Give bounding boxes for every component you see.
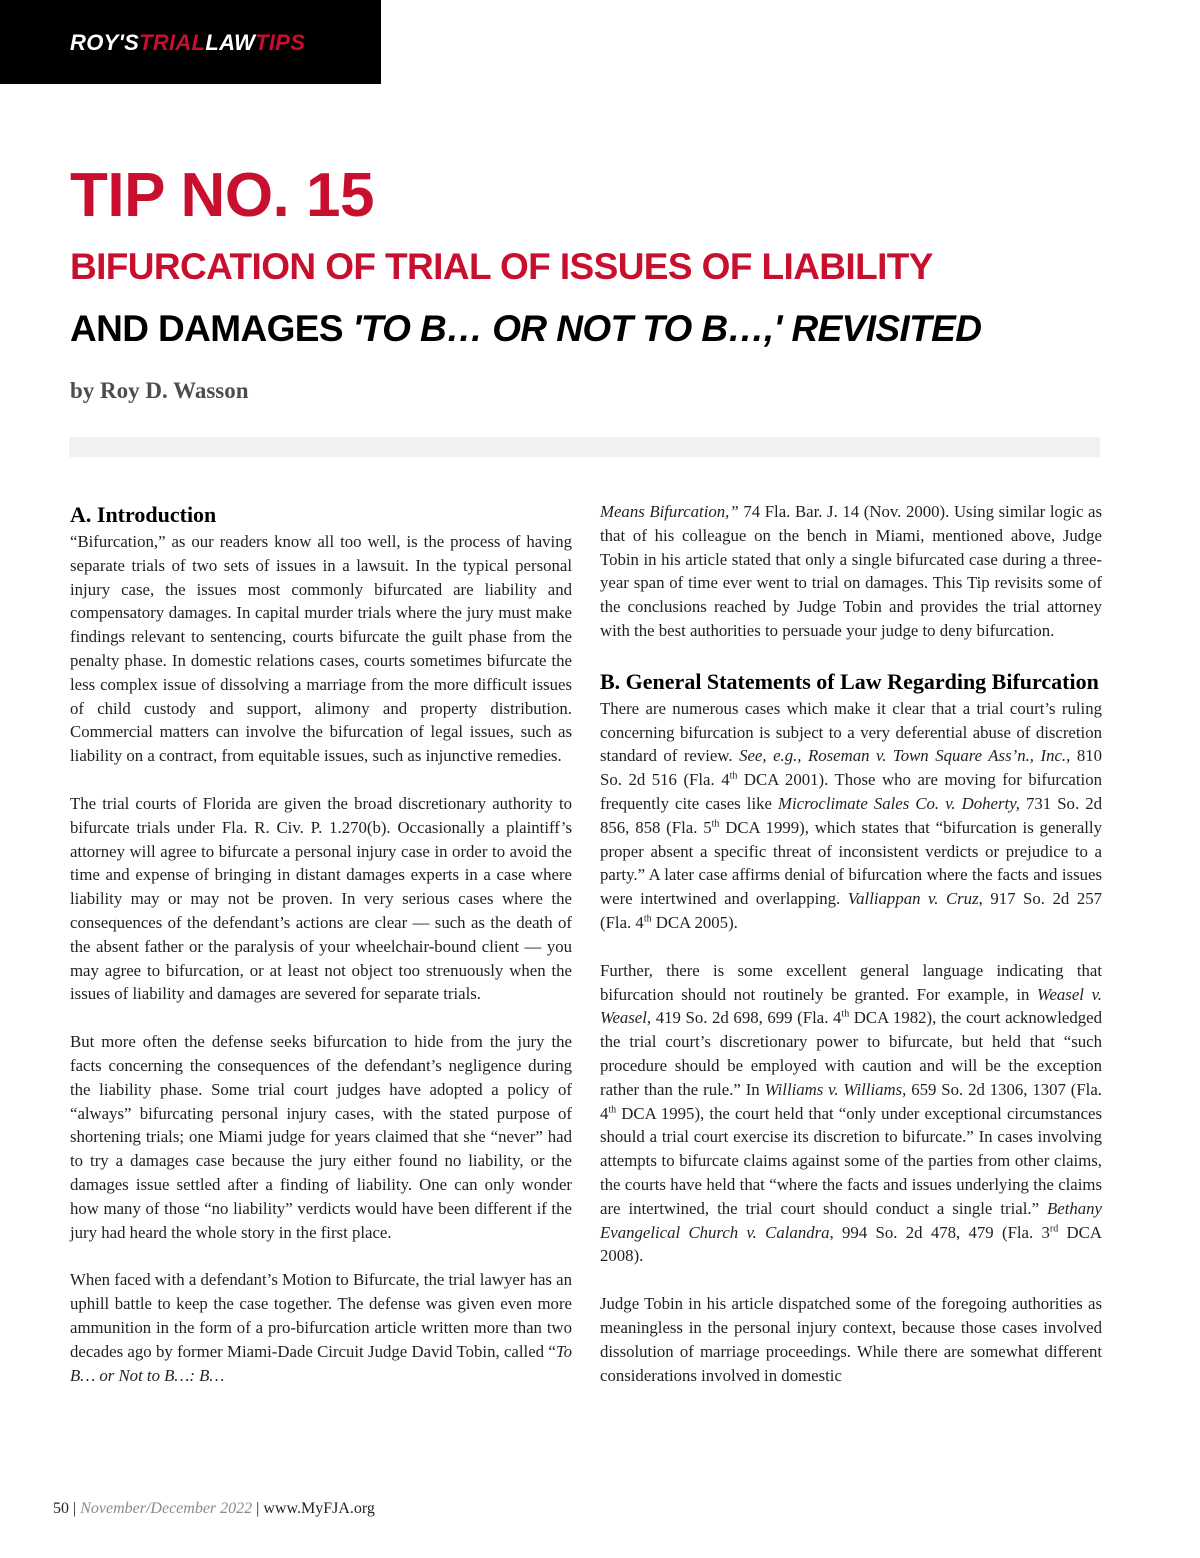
paragraph: Further, there is some excellent general language indicating that bifurcation should not routinely be granted. For example, in Weasel v. Weasel, 419 So. 2d 698, 699 (Fla. 4th DCA 1982), the court acknowledged the trial court’s discretionary power to bifurcate, but held that “such procedure should be employed with caution and will be the exception rather than the rule.” In Williams v. Williams, 659 So. 2d 1306, 1307 (Fla. 4th DCA 1995), the court held that “only under exceptional circumstances should a trial court exercise its discretion to bifurcate.” In cases involving attempts to bifurcate claims against some of the parties from other claims, the courts have held that “where the facts and issues underlying the claims are intertwined, the trial court should conduct a single trial.” Bethany Evangelical Church v. Calandra, 994 So. 2d 478, 479 (Fla. 3rd DCA 2008). <box>600 960 1102 1266</box>
divider-bar <box>69 437 1100 457</box>
article-column-right <box>600 500 1102 1411</box>
headline-line-2: AND DAMAGES 'TO B… OR NOT TO B…,' REVISITED <box>70 308 982 349</box>
page-footer: 50 | November/December 2022 | www.MyFJA.org <box>53 1500 375 1517</box>
paragraph: There are numerous cases which make it clear that a trial court’s ruling concerning bifurcation is subject to a very deferential abuse of discretion standard of review. See, e.g., Roseman v. Town Square Ass’n., Inc., 810 So. 2d 516 (Fla. 4th DCA 2001). Those who are moving for bifurcation frequently cite cases like Microclimate Sales Co. v. Doherty, 731 So. 2d 856, 858 (Fla. 5th DCA 1999), which states that “bifurcation is generally proper absent a specific threat of inconsistent verdicts or prejudice to a party.” A later case affirms denial of bifurcation where the facts and issues were intertwined and overlapping. Valliappan v. Cruz, 917 So. 2d 257 (Fla. 4th DCA 2005). <box>600 698 1102 932</box>
paragraph: But more often the defense seeks bifurcation to hide from the jury the facts concerning the consequences of the defendant’s negligence during the liability phase. Some trial court judges have adopted a policy of “always” bifurcating personal injury cases, with the stated purpose of shortening trials; one Miami judge for years claimed that she “never” had to try a damages case because the jury either found no liability, or the damages issue settled after a finding of liability. One can only wonder how many of those “no liability” verdicts would have been different if the jury had heard the whole story in the first place. <box>70 1032 572 1242</box>
headline-line-1: BIFURCATION OF TRIAL OF ISSUES OF LIABILITY <box>70 246 933 287</box>
section-banner <box>0 0 381 84</box>
website-link[interactable]: www.MyFJA.org <box>263 1500 375 1517</box>
page-number: 50 <box>53 1500 69 1517</box>
article-column-left <box>70 500 572 1411</box>
paragraph: When faced with a defendant’s Motion to Bifurcate, the trial lawyer has an uphill battle to keep the case together. The defense was given even more ammunition in the form of a pro-bifurcation article written more than two decades ago by former Miami-Dade Circuit Judge David Tobin, called “To B… or Not to B…: B… <box>70 1270 572 1385</box>
section-heading-introduction: A. Introduction <box>70 502 217 527</box>
paragraph: Means Bifurcation,” 74 Fla. Bar. J. 14 (Nov. 2000). Using similar logic as that of his colleague on the bench in Miami, mentioned above, Judge Tobin in his article stated that only a single bifurcated case during a three-year span of time ever went to trial on damages. This Tip revisits some of the conclusions reached by Judge Tobin and provides the trial attorney with the best authorities to persuade your judge to deny bifurcation. <box>600 502 1103 640</box>
issue-date: November/December 2022 <box>80 1500 253 1517</box>
paragraph: “Bifurcation,” as our readers know all too well, is the process of having separate trials of two sets of issues in a lawsuit. In the typical personal injury case, the issues most commonly bifurcated are liability and compensatory damages. In capital murder trials where the jury must make findings relevant to sentencing, courts bifurcate the guilt phase from the penalty phase. In domestic relations cases, courts sometimes bifurcate the less complex issue of dissolving a marriage from the more difficult issues of child custody and support, alimony and property distribution. Commercial matters can involve the bifurcation of legal issues, such as liability on a contract, from equitable issues, such as injunctive remedies. <box>70 532 572 766</box>
paragraph: The trial courts of Florida are given the broad discretionary authority to bifurcate trials under Fla. R. Civ. P. 1.270(b). Occasionally a plaintiff’s attorney will agree to bifurcate a personal injury case in order to avoid the time and expense of bringing in distant damages experts in a case where liability may or may not be proven. In very serious cases where the consequences of the defendant’s actions are clear — such as the death of the absent father or the paralysis of your wheelchair-bound client — you may agree to bifurcation, or at least not object too strenuously when the issues of liability and damages are severed for separate trials. <box>70 793 572 1004</box>
paragraph: Judge Tobin in his article dispatched some of the foregoing authorities as meaningless in the personal injury context, because those cases involved dissolution of marriage proceedings. While there are somewhat different considerations involved in domestic <box>600 1294 1102 1385</box>
section-title: ROY'STRIALLAWTIPS <box>70 30 306 55</box>
tip-number: TIP NO. 15 <box>70 161 374 230</box>
section-heading-general-statements: B. General Statements of Law Regarding Bifurcation <box>600 668 1099 694</box>
byline: by Roy D. Wasson <box>70 378 249 403</box>
